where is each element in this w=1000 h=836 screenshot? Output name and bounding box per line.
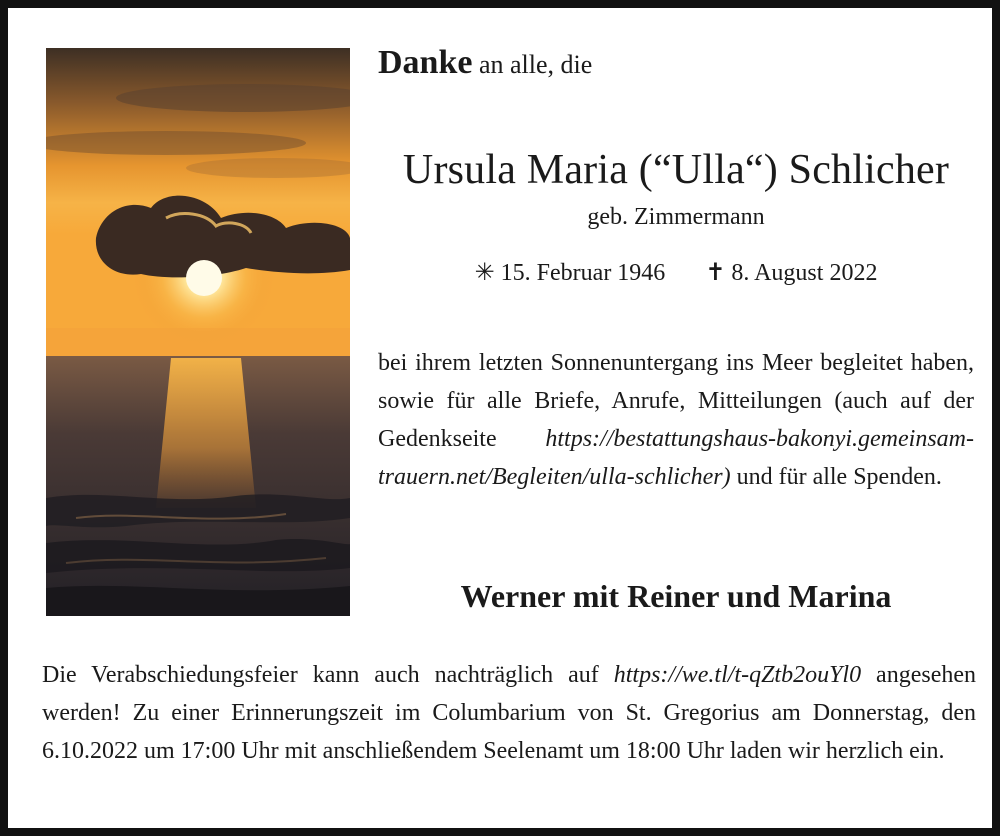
thanks-message-text: bei ihrem letzten Sonnenuntergang ins Meer begleitet haben, sowie für alle Briefe, Anrufe, Mitteilungen (auch auf der Gedenkseite	[378, 350, 974, 452]
notice-text-end: angesehen werden! Zu einer Erinnerungszeit im Columbarium von St. Gregorius am Donnerstag, den 6.10.2022 um 17:00 Uhr mit anschließendem Seelenamt um 18:00 Uhr laden wir herzlich ein.	[42, 662, 976, 764]
death-cross-icon: ✝	[705, 260, 726, 286]
ceremony-notice	[42, 656, 976, 770]
sunset-photo	[46, 48, 350, 616]
thanks-message	[378, 344, 974, 496]
thanks-message-end: und für alle Spenden.	[730, 464, 942, 490]
thanks-word: Danke	[378, 44, 473, 81]
birth-star-icon: ✳	[474, 260, 495, 286]
birth-date: 15. Februar 1946	[500, 260, 666, 286]
life-dates	[378, 258, 974, 287]
memorial-page-link[interactable]: https://bestattungshaus-bakonyi.gemeinsam-trauern.net/Begleiten/ulla-schlicher)	[378, 426, 974, 490]
sunset-sea-image	[46, 48, 350, 616]
deceased-name: Ursula Maria (“Ulla“) Schlicher	[402, 147, 950, 193]
ceremony-video-link[interactable]: https://we.tl/t-qZtb2ouYl0	[613, 662, 862, 688]
birth-name: geb. Zimmermann	[587, 204, 765, 230]
signature: Werner mit Reiner und Marina	[460, 578, 892, 614]
thanks-heading	[378, 44, 592, 82]
notice-text-start: Die Verabschiedungsfeier kann auch nachträglich auf	[42, 662, 614, 688]
thanks-rest: an alle, die	[478, 50, 593, 79]
death-date: 8. August 2022	[731, 260, 878, 286]
